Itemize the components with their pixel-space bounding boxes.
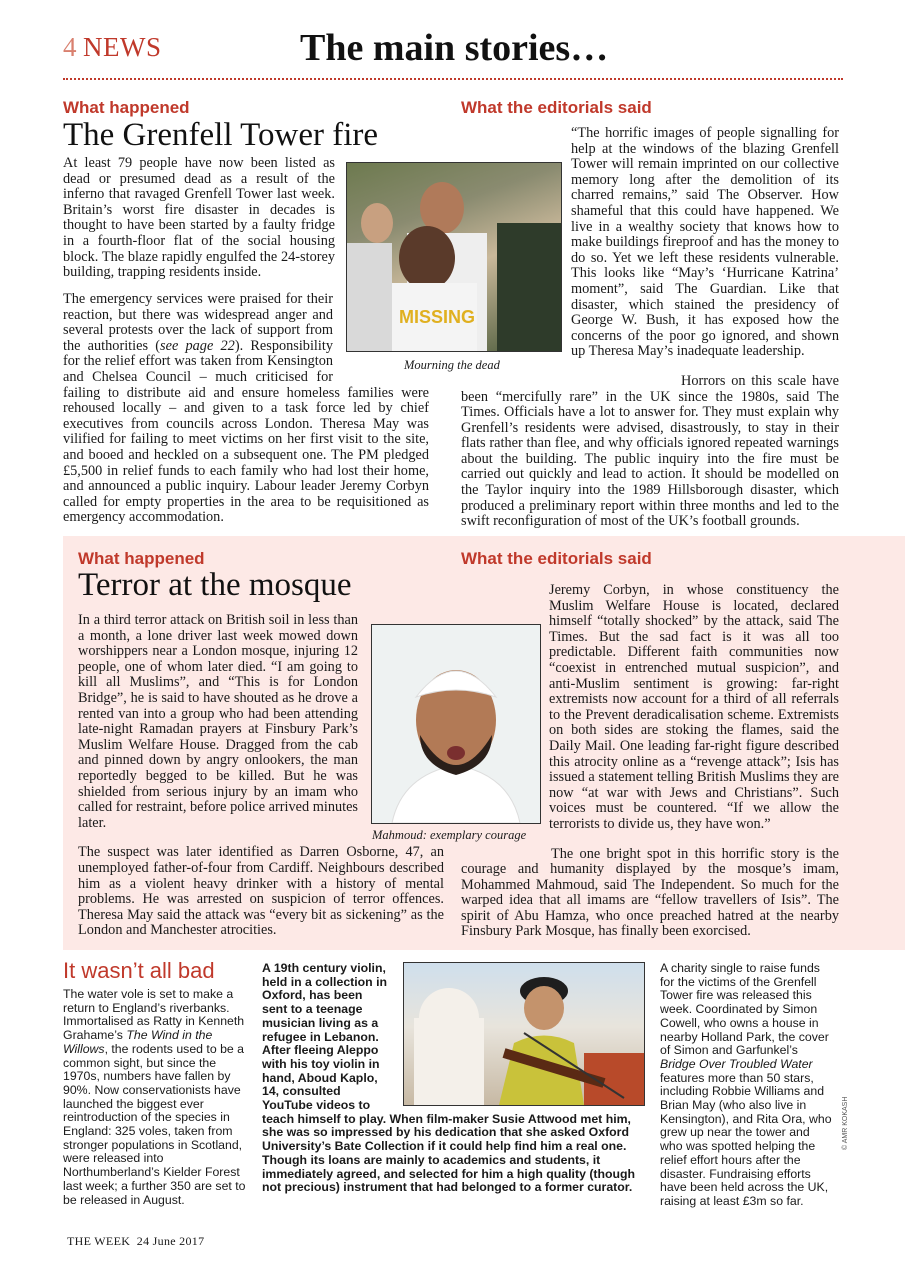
- charity-text: A charity single to raise funds for the victims of the Grenfell Tower fire was released this week. Coordinated by Simon Cowell, who owns a house in nearby Holland Park, the cover of Simon and Garfunkel’s: [660, 961, 829, 1058]
- grenfell-editorial2: Horrors on this scale have been “mercifully rare” in the UK since the 1980s, said The Times. Officials have a lot to answer for. They must explain why Grenfell’s residents were advised, disastrously, to stay in their flats rather than flee, and why officials ignored repeated warnings about the building. The public inquiry into the fire must be carried out quickly and lead to action. It should be modelled on the Taylor inquiry into the 1989 Hillsborough disaster, which produced a preliminary report within three months and led to the swift reconfiguration of most of the UK’s football grounds.: [461, 372, 839, 530]
- grenfell-editorial-kicker: What the editorials said: [461, 98, 652, 117]
- mosque-para2: The suspect was later identified as Darren Osborne, 47, an unemployed father-of-four from Cardiff. Neighbours described him as a violent heavy drinker with a history of mental problems. He was arrested on suspicion of terror offences. Theresa May said the attack was “every bit as sickening” as the London and Manchester atrocities.: [78, 844, 444, 939]
- mosque-kicker: What happened: [78, 549, 205, 568]
- mosque-para1: In a third terror attack on British soil in less than a month, a lone driver last week mowed down worshippers near a London mosque, injuring 12 people, one of whom later died. “I am going to kill all Muslims”, and “This is for London Bridge”, he is said to have shouted as he drove a rented van into a group who had been attending late-night Ramadan prayers at Finsbury Park’s Muslim Welfare House. Dragged from the cab and pinned down by angry onlookers, the man reportedly begged to be killed. But he was shielded from serious injury by an imam who called for restraint, before police arrived minutes later.: [78, 612, 358, 831]
- grenfell-story-col1: [63, 156, 335, 281]
- grenfell-photo-spacer: [461, 158, 571, 380]
- grenfell-para2-text: The emergency services were praised for their reaction, but there was widespread anger and several protests over the lack of support from the authorities (: [63, 291, 333, 354]
- grenfell-page-reference: see page 22: [160, 337, 235, 354]
- grenfell-para1: At least 79 people have now been listed as dead or presumed dead as a result of the inferno that ravaged Grenfell Tower last week. Britain’s worst fire disaster in decades is thought to have been started by a faulty fridge in a fourth-floor flat of the social housing block. The blaze rapidly engulfed the 24-storey building, trapping residents inside.: [63, 155, 335, 281]
- mosque-editorial2: The one bright spot in this horrific story is the courage and humanity displayed by the mosque’s imam, Mohammed Mahmoud, said The Independent. So much for the warped idea that all imams are “fellow travellers of Isis”. The spirit of Abu Hamza, who once preached hatred at the nearby Finsbury Park Mosque, has finally been exorcised.: [461, 845, 839, 940]
- mosque-editorial-kicker: What the editorials said: [461, 549, 652, 568]
- violinist-photo: [403, 962, 645, 1106]
- issue-date: 24 June 2017: [136, 1234, 205, 1248]
- vole-text-b: , the rodents used to be a common sight, but since the 1970s, numbers have fallen by 90%. Now conservationists have launched the biggest ever reintroduction of the species in England: 325 voles, taken from stronger populations in Scotland, were released into Northumberland’s Kielder Forest last week; a further 350 are set to be released in August.: [63, 1041, 246, 1207]
- violin-text: A 19th century violin, held in a collection in Oxford, has been sent to a teenage musician living as a refugee in Lebanon. After fleeing Aleppo with his toy violin in hand, Aboud Kaplo, 14, consulted YouTube videos to teach himself to play. When film-maker Susie Attwood met him, she was so impressed by his dedication that she asked Oxford University’s Bate Collection if it could help find him a real one. Though its loans are mainly to academics and students, it immediately agreed, and selected for him a high quality (though not precious) instrument that had belonged to a former curator.: [262, 961, 636, 1195]
- page-number: 4: [63, 32, 77, 62]
- imam-photo-spacer: [461, 613, 549, 838]
- section-name: NEWS: [83, 32, 162, 62]
- grenfell-editorial1: “The horrific images of people signalling for help at the windows of the blazing Grenfell Tower will remain imprinted on our collective memory long after the demolition of its charred remains,” said The Observer. How shameful that this could have happened. We live in a wealthy society that knows how to make buildings fireproof and has the money to do so. Yet we left these residents vulnerable. This looks like “May’s ‘Hurricane Katrina’ moment”, said The Guardian. Like that disaster, which stained the presidency of George W. Bush, it has exposed how the concerns of the poor go ignored, and shown up Theresa May’s inadequate leadership.: [571, 125, 839, 360]
- header-divider: [63, 78, 843, 80]
- imam-photo-caption: Mahmoud: exemplary courage: [372, 828, 527, 842]
- charity-song-title: Bridge Over Troubled Water: [660, 1056, 813, 1071]
- grenfell-para2-text-b: ). Responsibility for the relief effort was taken from Kensington and Chelsea Council – much criticised for failing to distribute aid and ensure homeless families were rehoused locally – and given to a task force led by chief executives from councils across London. Theresa May was vilified for failing to meet victims on her first visit to the site, and booed and heckled on a subsequent one. The PM pledged £5,500 in relief funds to each family who had lost their home, and announced a public inquiry. Labour leader Jeremy Corbyn called for empty properties in the area to be requisitioned as emergency accommodation.: [63, 337, 429, 526]
- mosque-editorial1: Jeremy Corbyn, in whose constituency the Muslim Welfare House is located, declared himself “totally shocked” by the attack, said The Times. But the sad fact is it was all too predictable. Different faith communities now “coexist in entrenched mutual suspicion”, and anti-Muslim sentiment is growing: far-right extremists now account for a third of all referrals to the Prevent deradicalisation scheme. Extremists on both sides are stoking the flames, said the Daily Mail. One leading far-right figure described this atrocity online as a “revenge attack”; Isis has issued a statement telling British Muslims they are now “at war with Jews and Christians”. Such voices must be countered. “If we allow the terrorists to divide us, they have won.”: [549, 582, 839, 832]
- page-title: The main stories…: [300, 27, 609, 69]
- grenfell-editorial: [461, 126, 839, 530]
- grenfell-photo-caption: Mourning the dead: [404, 358, 500, 372]
- vole-story: [63, 988, 247, 1207]
- grenfell-headline: The Grenfell Tower fire: [63, 117, 379, 153]
- charity-text-b: features more than 50 stars, including Robbie Williams and Brian May (who also live in Kensington), and Rita Ora, who grew up near the tower and who was spotted helping the relief effort hours after the disaster. Fundraising efforts have been held across the UK, raising at least £3m so far.: [660, 1070, 832, 1208]
- page-header-section: [63, 32, 162, 63]
- vole-book-title: The Wind in the Willows: [63, 1028, 213, 1056]
- missing-poster-text: MISSING: [399, 307, 476, 327]
- charity-story: [660, 962, 832, 1209]
- vole-text: The water vole is set to make a return to England’s riverbanks. Immortalised as Ratty in Kenneth Grahame’s: [63, 987, 245, 1043]
- publication-name: THE WEEK: [67, 1234, 131, 1248]
- page-footer: [67, 1234, 204, 1249]
- grenfell-kicker: What happened: [63, 98, 190, 117]
- mosque-editorial: [461, 583, 839, 940]
- violinist-illustration: [404, 963, 644, 1105]
- notbad-kicker: It wasn’t all bad: [63, 958, 215, 983]
- mosque-headline: Terror at the mosque: [78, 567, 352, 603]
- photo-credit: © AMR KOKASH: [842, 1096, 849, 1150]
